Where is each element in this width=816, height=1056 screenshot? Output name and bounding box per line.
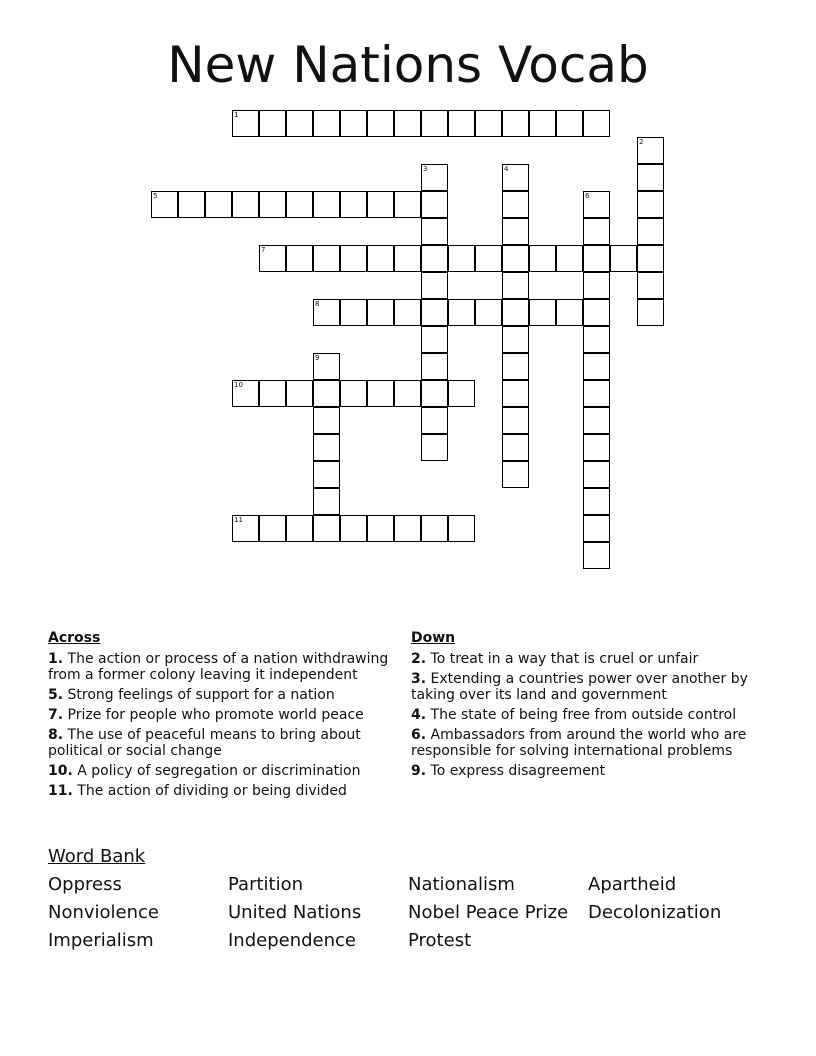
grid-cell[interactable] bbox=[367, 110, 394, 137]
grid-cell[interactable] bbox=[232, 191, 259, 218]
grid-cell[interactable] bbox=[502, 353, 529, 380]
clue-across-8: 8. The use of peaceful means to bring about political or social change bbox=[48, 727, 361, 759]
grid-cell[interactable] bbox=[313, 380, 340, 407]
grid-cell[interactable] bbox=[637, 299, 664, 326]
grid-cell[interactable] bbox=[583, 326, 610, 353]
grid-cell[interactable] bbox=[340, 245, 367, 272]
grid-cell[interactable] bbox=[448, 380, 475, 407]
word-bank-item: Imperialism bbox=[48, 930, 154, 951]
grid-cell[interactable] bbox=[637, 245, 664, 272]
grid-cell[interactable] bbox=[502, 299, 529, 326]
grid-cell[interactable] bbox=[340, 380, 367, 407]
grid-cell[interactable] bbox=[421, 407, 448, 434]
grid-cell[interactable] bbox=[232, 380, 259, 407]
grid-cell[interactable] bbox=[529, 245, 556, 272]
grid-cell[interactable] bbox=[421, 515, 448, 542]
word-bank-title: Word Bank bbox=[48, 846, 146, 867]
grid-cell[interactable] bbox=[394, 191, 421, 218]
grid-cell[interactable] bbox=[502, 434, 529, 461]
grid-cell[interactable] bbox=[637, 191, 664, 218]
grid-cell[interactable] bbox=[637, 137, 664, 164]
grid-cell[interactable] bbox=[421, 245, 448, 272]
grid-cell[interactable] bbox=[529, 299, 556, 326]
grid-cell[interactable] bbox=[421, 326, 448, 353]
across-heading: Across bbox=[48, 630, 101, 646]
grid-cell[interactable] bbox=[583, 191, 610, 218]
grid-cell[interactable] bbox=[637, 164, 664, 191]
grid-cell[interactable] bbox=[583, 488, 610, 515]
word-bank-item: Apartheid bbox=[588, 874, 677, 895]
grid-cell[interactable] bbox=[502, 110, 529, 137]
grid-cell[interactable] bbox=[286, 110, 313, 137]
clue-down-2: 2. To treat in a way that is cruel or unfair bbox=[411, 651, 699, 667]
clue-down-6: 6. Ambassadors from around the world who are responsible for solving international problems bbox=[411, 727, 747, 759]
grid-cell[interactable] bbox=[583, 245, 610, 272]
clue-number: 10 bbox=[234, 381, 243, 389]
word-bank-item: Protest bbox=[408, 930, 472, 951]
grid-cell[interactable] bbox=[259, 191, 286, 218]
grid-cell[interactable] bbox=[583, 434, 610, 461]
word-bank-item: Decolonization bbox=[588, 902, 722, 923]
grid-cell[interactable] bbox=[583, 272, 610, 299]
grid-cell[interactable] bbox=[421, 110, 448, 137]
grid-cell[interactable] bbox=[583, 515, 610, 542]
grid-cell[interactable] bbox=[286, 380, 313, 407]
down-heading: Down bbox=[411, 630, 456, 646]
grid-cell[interactable] bbox=[367, 245, 394, 272]
grid-cell[interactable] bbox=[421, 353, 448, 380]
grid-cell[interactable] bbox=[475, 245, 502, 272]
grid-cell[interactable] bbox=[475, 110, 502, 137]
grid-cell[interactable] bbox=[313, 488, 340, 515]
word-bank-list bbox=[48, 873, 788, 953]
word-bank-item: Oppress bbox=[48, 874, 122, 895]
grid-cell[interactable] bbox=[313, 245, 340, 272]
clue-down-3: 3. Extending a countries power over another by taking over its land and government bbox=[411, 671, 748, 703]
grid-cell[interactable] bbox=[367, 515, 394, 542]
clue-number: 11 bbox=[234, 516, 243, 524]
clue-number: 3 bbox=[423, 165, 428, 173]
grid-cell[interactable] bbox=[367, 191, 394, 218]
grid-cell[interactable] bbox=[259, 110, 286, 137]
grid-cell[interactable] bbox=[394, 299, 421, 326]
clue-number: 9 bbox=[315, 354, 320, 362]
clue-across-10: 10. A policy of segregation or discrimination bbox=[48, 763, 361, 779]
grid-cell[interactable] bbox=[313, 299, 340, 326]
grid-cell[interactable] bbox=[637, 218, 664, 245]
clue-across-1: 1. The action or process of a nation withdrawing from a former colony leaving it independent bbox=[48, 651, 389, 683]
clue-across-11: 11. The action of dividing or being divided bbox=[48, 783, 347, 799]
grid-cell[interactable] bbox=[448, 245, 475, 272]
grid-cell[interactable] bbox=[556, 245, 583, 272]
grid-cell[interactable] bbox=[502, 326, 529, 353]
grid-cell[interactable] bbox=[340, 299, 367, 326]
word-bank-item: Nobel Peace Prize bbox=[408, 902, 569, 923]
grid-cell[interactable] bbox=[583, 542, 610, 569]
grid-cell[interactable] bbox=[421, 218, 448, 245]
grid-cell[interactable] bbox=[583, 407, 610, 434]
grid-cell[interactable] bbox=[421, 380, 448, 407]
grid-cell[interactable] bbox=[421, 272, 448, 299]
grid-cell[interactable] bbox=[313, 434, 340, 461]
grid-cell[interactable] bbox=[502, 218, 529, 245]
word-bank-item: Nationalism bbox=[408, 874, 515, 895]
grid-cell[interactable] bbox=[232, 515, 259, 542]
clue-down-4: 4. The state of being free from outside control bbox=[411, 707, 737, 723]
grid-cell[interactable] bbox=[313, 461, 340, 488]
word-bank bbox=[48, 845, 788, 953]
clue-number: 5 bbox=[153, 192, 158, 200]
grid-cell[interactable] bbox=[151, 191, 178, 218]
grid-cell[interactable] bbox=[502, 245, 529, 272]
grid-cell[interactable] bbox=[313, 407, 340, 434]
grid-cell[interactable] bbox=[259, 515, 286, 542]
grid-cell[interactable] bbox=[583, 461, 610, 488]
grid-cell[interactable] bbox=[259, 245, 286, 272]
grid-cell[interactable] bbox=[421, 299, 448, 326]
page-title: New Nations Vocab bbox=[167, 36, 649, 94]
clue-number: 6 bbox=[585, 192, 590, 200]
grid-cell[interactable] bbox=[583, 218, 610, 245]
clue-number: 2 bbox=[639, 138, 644, 146]
grid-cell[interactable] bbox=[340, 110, 367, 137]
grid-cell[interactable] bbox=[502, 272, 529, 299]
grid-cell[interactable] bbox=[475, 299, 502, 326]
grid-cell[interactable] bbox=[448, 299, 475, 326]
grid-cell[interactable] bbox=[502, 191, 529, 218]
grid-cell[interactable] bbox=[448, 515, 475, 542]
grid-cell[interactable] bbox=[637, 272, 664, 299]
grid-cell[interactable] bbox=[421, 434, 448, 461]
clue-number: 8 bbox=[315, 300, 320, 308]
grid-cell[interactable] bbox=[583, 299, 610, 326]
grid-cell[interactable] bbox=[502, 407, 529, 434]
grid-cell[interactable] bbox=[286, 515, 313, 542]
clue-down-9: 9. To express disagreement bbox=[411, 763, 606, 779]
grid-cell[interactable] bbox=[556, 299, 583, 326]
grid-cell[interactable] bbox=[421, 191, 448, 218]
grid-cell[interactable] bbox=[367, 380, 394, 407]
clue-number: 7 bbox=[261, 246, 266, 254]
grid-cell[interactable] bbox=[394, 245, 421, 272]
word-bank-item: Partition bbox=[228, 874, 304, 895]
grid-cell[interactable] bbox=[232, 110, 259, 137]
grid-cell[interactable] bbox=[610, 245, 637, 272]
grid-cell[interactable] bbox=[394, 110, 421, 137]
grid-cell[interactable] bbox=[205, 191, 232, 218]
clue-number: 1 bbox=[234, 111, 239, 119]
grid-cell[interactable] bbox=[394, 515, 421, 542]
grid-cell[interactable] bbox=[583, 110, 610, 137]
grid-cell[interactable] bbox=[502, 380, 529, 407]
word-bank-item: United Nations bbox=[228, 902, 362, 923]
word-bank-item: Independence bbox=[228, 930, 357, 951]
clue-across-7: 7. Prize for people who promote world peace bbox=[48, 707, 364, 723]
grid-cell[interactable] bbox=[502, 164, 529, 191]
word-bank-item: Nonviolence bbox=[48, 902, 160, 923]
grid-cell[interactable] bbox=[421, 164, 448, 191]
grid-cell[interactable] bbox=[448, 110, 475, 137]
grid-cell[interactable] bbox=[178, 191, 205, 218]
grid-cell[interactable] bbox=[313, 515, 340, 542]
grid-cell[interactable] bbox=[259, 380, 286, 407]
grid-cell[interactable] bbox=[340, 191, 367, 218]
grid-cell[interactable] bbox=[313, 110, 340, 137]
grid-cell[interactable] bbox=[286, 245, 313, 272]
grid-cell[interactable] bbox=[313, 353, 340, 380]
clue-number: 4 bbox=[504, 165, 509, 173]
grid-cell[interactable] bbox=[367, 299, 394, 326]
grid-cell[interactable] bbox=[583, 353, 610, 380]
grid-cell[interactable] bbox=[502, 461, 529, 488]
down-clues bbox=[411, 630, 761, 783]
grid-cell[interactable] bbox=[286, 191, 313, 218]
clue-across-5: 5. Strong feelings of support for a nation bbox=[48, 687, 335, 703]
grid-cell[interactable] bbox=[313, 191, 340, 218]
across-clues bbox=[48, 630, 393, 803]
grid-cell[interactable] bbox=[556, 110, 583, 137]
grid-cell[interactable] bbox=[340, 515, 367, 542]
grid-cell[interactable] bbox=[583, 380, 610, 407]
grid-cell[interactable] bbox=[529, 110, 556, 137]
grid-cell[interactable] bbox=[394, 380, 421, 407]
